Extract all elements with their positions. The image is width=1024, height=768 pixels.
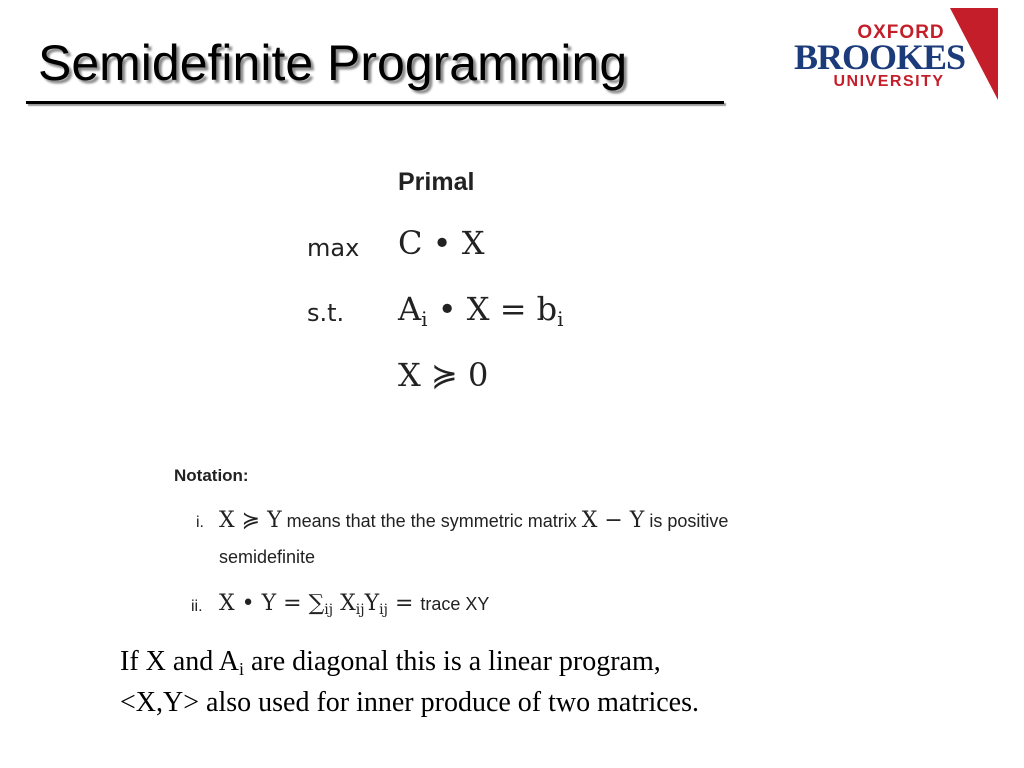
caption-line1-a: If X and A	[120, 646, 239, 677]
slide-title: Semidefinite Programming	[38, 35, 628, 91]
notation-item1	[219, 508, 728, 533]
caption-line-2: <X,Y> also used for inner produce of two matrices.	[120, 687, 699, 718]
constraint-rhs: • X = b	[427, 290, 558, 328]
objective-expression: C • X	[398, 224, 485, 262]
notation-item2-y: Y	[364, 591, 380, 616]
notation-item2	[219, 591, 489, 618]
constraint-rhs-subscript: i	[557, 307, 564, 331]
university-logo	[792, 8, 1002, 104]
constraint-label: s.t.	[307, 299, 345, 327]
notation-item1-text-a: means that the the symmetric matrix	[281, 511, 582, 531]
notation-item2-equals: =	[387, 591, 421, 616]
constraint-lhs-subscript: i	[421, 307, 428, 331]
logo-brookes-text: BROOKES	[794, 37, 966, 77]
notation-item2-trace: trace XY	[420, 594, 490, 614]
notation-item1-expr2: X − Y	[581, 508, 645, 533]
logo-oxford-text: OXFORD	[857, 22, 945, 43]
constraint-lhs: A	[398, 290, 422, 328]
title-underline	[26, 101, 724, 104]
notation-heading: Notation:	[174, 466, 249, 485]
notation-item1-marker: i.	[196, 514, 204, 531]
primal-heading: Primal	[398, 168, 475, 196]
notation-item1-expr: X ≽ Y	[219, 508, 282, 533]
caption-line1-subscript: i	[238, 659, 244, 679]
constraint-expression	[398, 290, 564, 331]
logo-university-text: UNIVERSITY	[833, 73, 945, 90]
notation-item2-marker: ii.	[191, 598, 203, 615]
notation-item1-continuation: semidefinite	[219, 547, 316, 567]
notation-item2-sum-subscript: ij	[324, 602, 334, 618]
notation-item2-x-subscript: ij	[355, 602, 365, 618]
notation-item2-x: X	[333, 591, 356, 616]
objective-label: max	[307, 234, 360, 262]
notation-item2-expr: X • Y = ∑	[219, 591, 325, 616]
caption-line1-b: are diagonal this is a linear program,	[244, 646, 661, 677]
psd-constraint: X ≽ 0	[398, 356, 489, 394]
notation-item2-y-subscript: ij	[379, 602, 388, 618]
caption-line-1	[120, 646, 661, 680]
notation-item1-text-b: is positive	[644, 511, 729, 531]
